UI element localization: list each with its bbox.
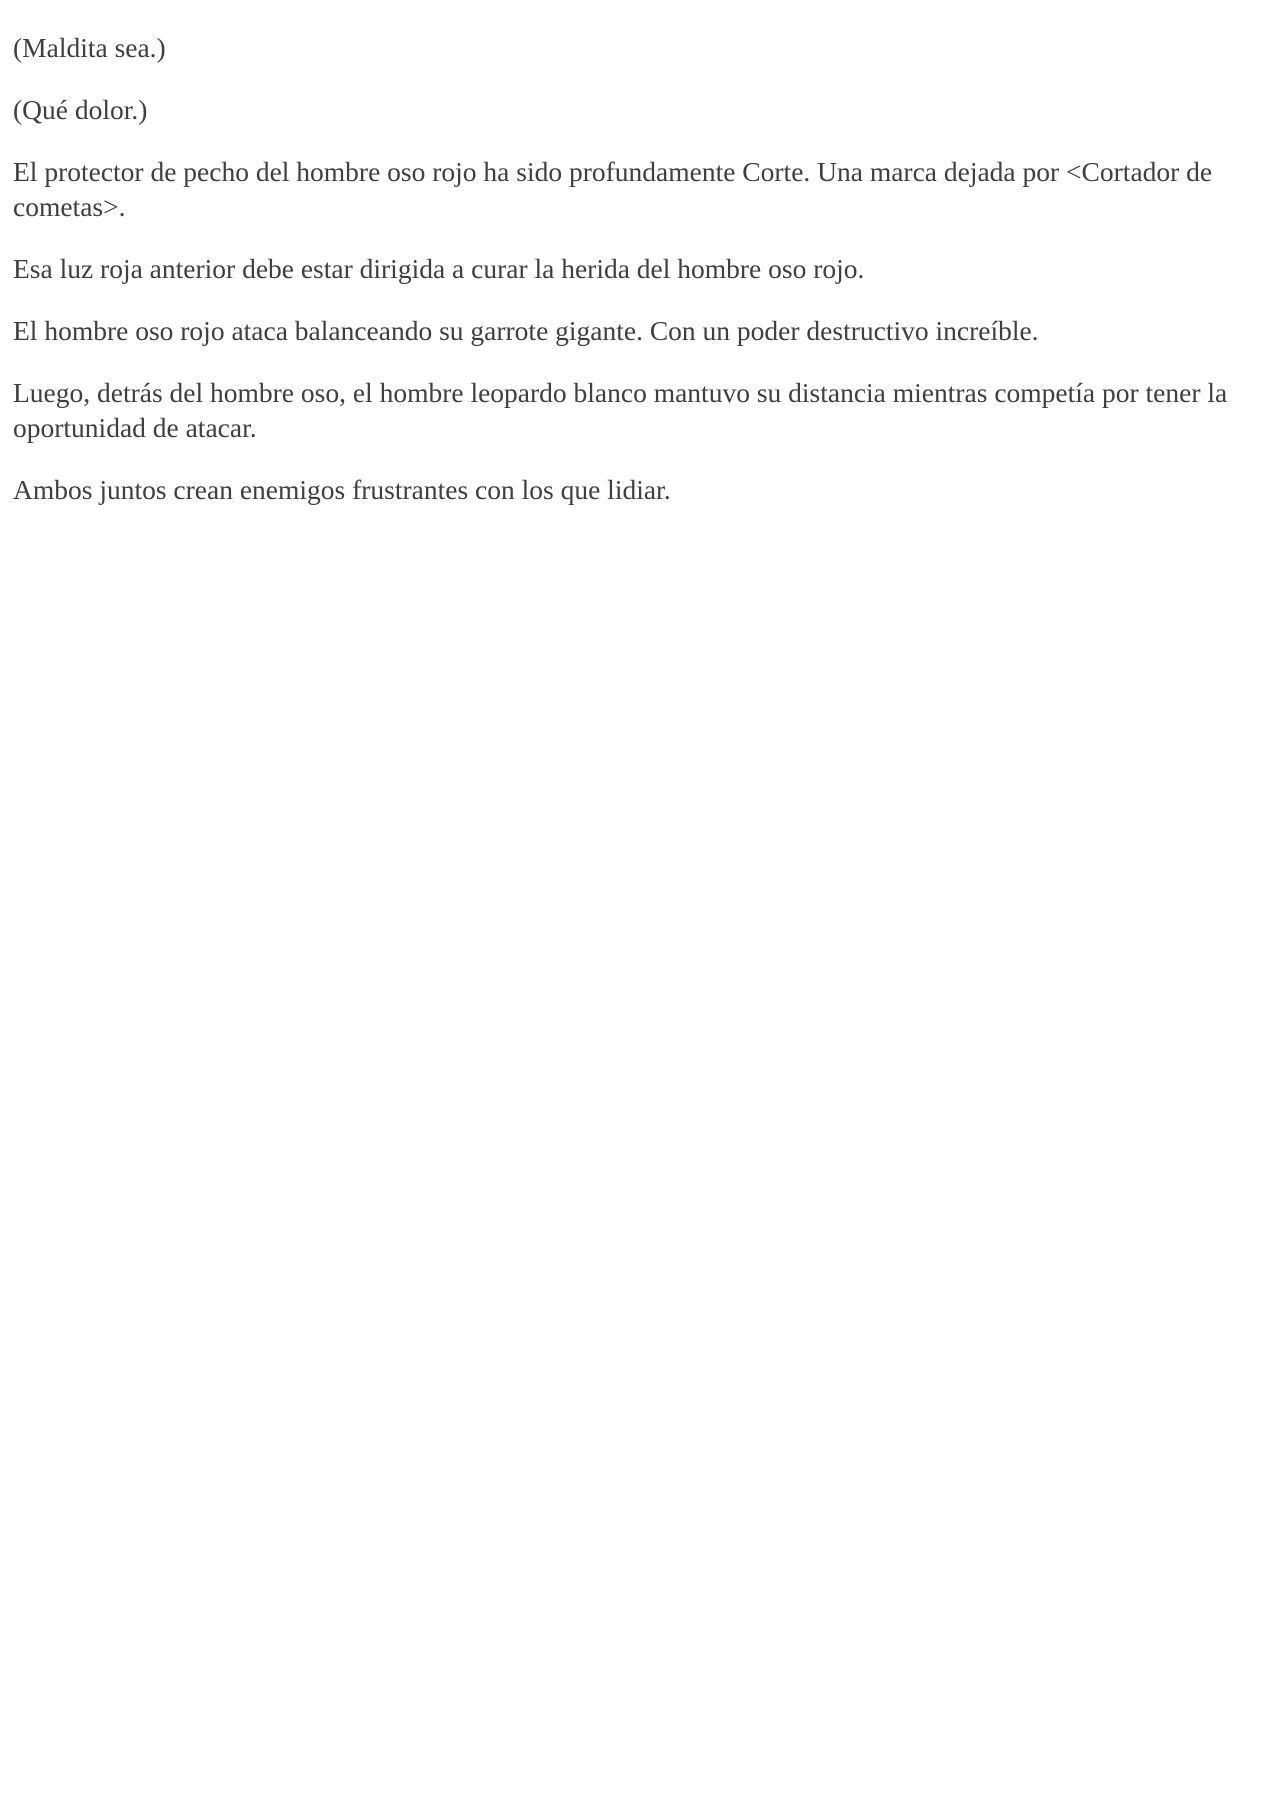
- paragraph: (Maldita sea.): [13, 32, 166, 63]
- paragraph: (Qué dolor.): [13, 94, 148, 125]
- paragraph: Esa luz roja anterior debe estar dirigida a curar la herida del hombre oso rojo.: [13, 253, 865, 284]
- paragraph: El hombre oso rojo ataca balanceando su garrote gigante. Con un poder destructivo increíble.: [13, 315, 1039, 346]
- paragraph: El protector de pecho del hombre oso rojo ha sido profundamente Corte. Una marca dejada por <Cortador de cometas>.: [13, 156, 1213, 222]
- paragraph: Luego, detrás del hombre oso, el hombre leopardo blanco mantuvo su distancia mientras competía por tener la oportunidad de atacar.: [13, 377, 1228, 443]
- paragraph: Ambos juntos crean enemigos frustrantes con los que lidiar.: [13, 474, 671, 505]
